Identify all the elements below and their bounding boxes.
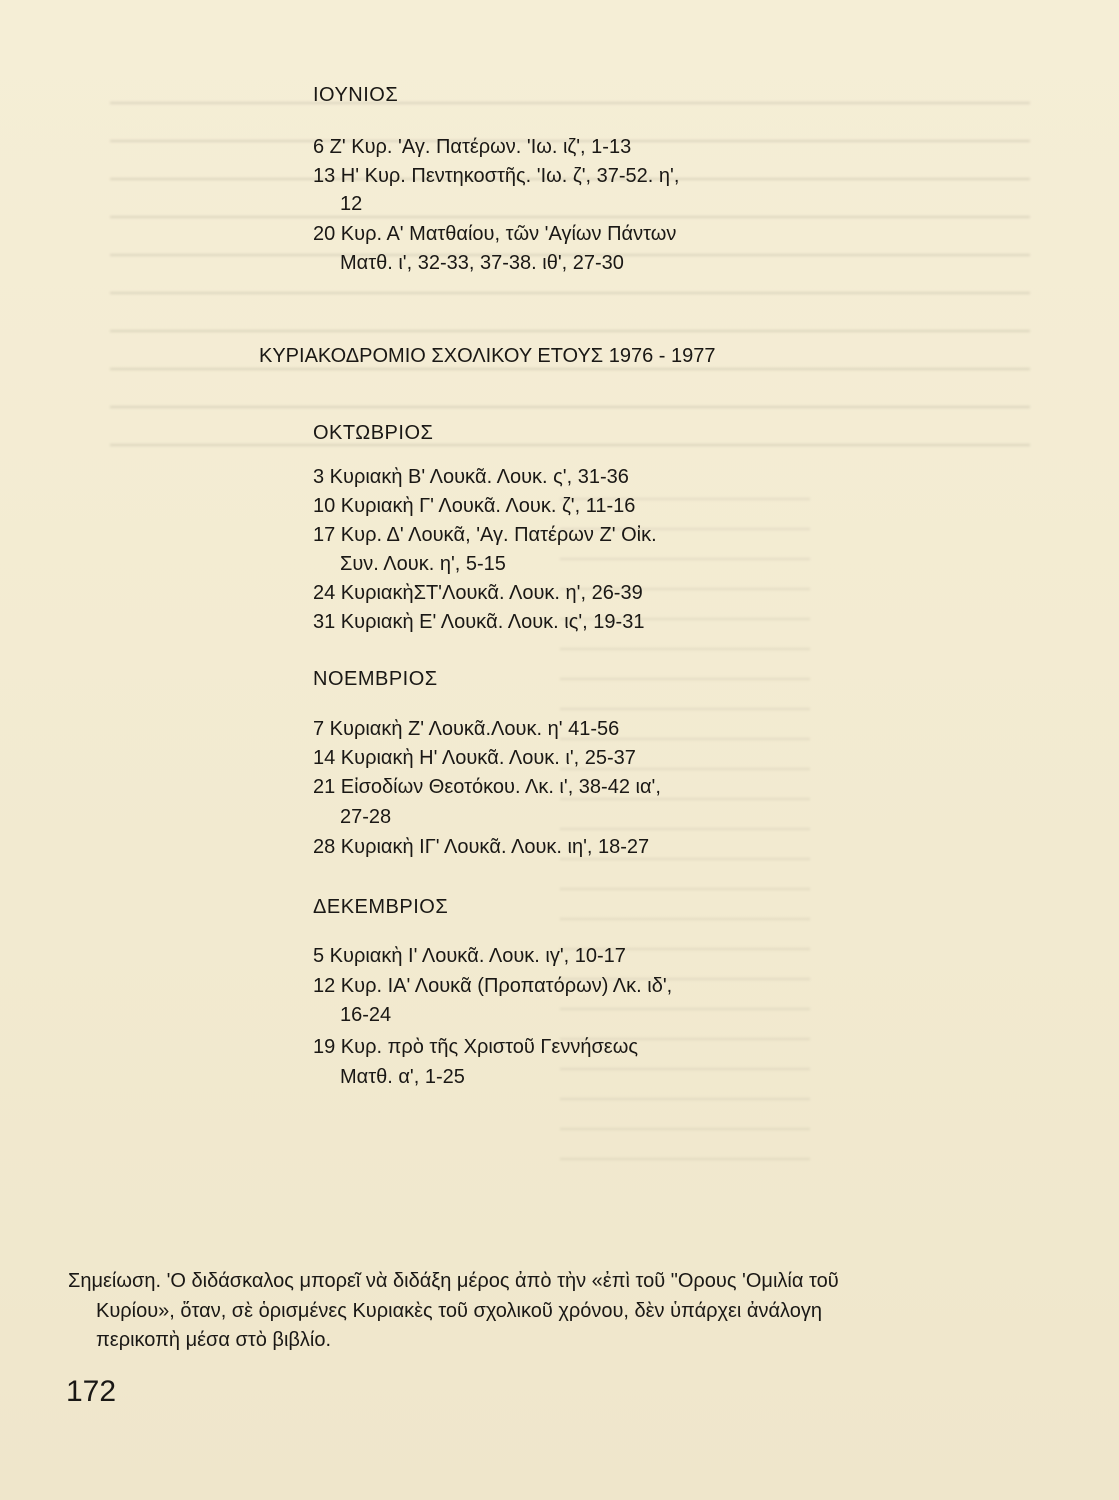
note-line-2: Κυρίου», ὅταν, σὲ ὁρισμένες Κυριακὲς τοῦ σχολικοῦ χρόνου, δὲν ὑπάρχει ἀνάλογη [96, 1300, 822, 1322]
november-line-2: 14 Κυριακὴ Η' Λουκᾶ. Λουκ. ι', 25-37 [313, 747, 636, 769]
note-line-3: περικοπὴ μέσα στὸ βιβλίο. [96, 1329, 332, 1351]
december-line-3: 16-24 [340, 1004, 392, 1026]
page-number: 172 [66, 1375, 117, 1408]
november-line-4: 27-28 [340, 806, 392, 828]
june-line-2: 13 Η' Κυρ. Πεντηκοστῆς. 'Ιω. ζ', 37-52. η', [313, 165, 680, 187]
october-line-6: 31 Κυριακὴ Ε' Λουκᾶ. Λουκ. ις', 19-31 [313, 611, 645, 633]
heading-december: ΔΕΚΕΜΒΡΙΟΣ [313, 896, 449, 918]
october-line-1: 3 Κυριακὴ Β' Λουκᾶ. Λουκ. ς', 31-36 [313, 466, 629, 488]
june-line-4: 20 Κυρ. Α' Ματθαίου, τῶν 'Αγίων Πάντων [313, 223, 677, 245]
note-line-1: Σημείωση. 'Ο διδάσκαλος μπορεῖ νὰ διδάξη μέρος ἀπὸ τὴν «ἐπὶ τοῦ "Ορους 'Ομιλία τοῦ [68, 1270, 839, 1292]
october-line-2: 10 Κυριακὴ Γ' Λουκᾶ. Λουκ. ζ', 11-16 [313, 495, 636, 517]
november-line-5: 28 Κυριακὴ ΙΓ' Λουκᾶ. Λουκ. ιη', 18-27 [313, 836, 650, 858]
june-line-3: 12 [340, 193, 363, 215]
heading-november: ΝΟΕΜΒΡΙΟΣ [313, 668, 438, 690]
december-line-4: 19 Κυρ. πρὸ τῆς Χριστοῦ Γεννήσεως [313, 1036, 638, 1058]
october-line-4: Συν. Λουκ. η', 5-15 [340, 553, 506, 575]
calendar-title: ΚΥΡΙΑΚΟΔΡΟΜΙΟ ΣΧΟΛΙΚΟΥ ΕΤΟΥΣ 1976 - 1977 [259, 345, 716, 367]
october-line-3: 17 Κυρ. Δ' Λουκᾶ, 'Αγ. Πατέρων Ζ' Οἰκ. [313, 524, 657, 546]
heading-october: ΟΚΤΩΒΡΙΟΣ [313, 422, 434, 444]
december-line-5: Ματθ. α', 1-25 [340, 1066, 465, 1088]
june-line-5: Ματθ. ι', 32-33, 37-38. ιθ', 27-30 [340, 252, 624, 274]
october-line-5: 24 ΚυριακὴΣΤ'Λουκᾶ. Λουκ. η', 26-39 [313, 582, 643, 604]
heading-june: ΙΟΥΝΙΟΣ [313, 84, 399, 106]
november-line-1: 7 Κυριακὴ Ζ' Λουκᾶ.Λουκ. η' 41-56 [313, 718, 620, 740]
december-line-2: 12 Κυρ. ΙΑ' Λουκᾶ (Προπατόρων) Λκ. ιδ', [313, 975, 673, 997]
december-line-1: 5 Κυριακὴ Ι' Λουκᾶ. Λουκ. ιγ', 10-17 [313, 945, 626, 967]
november-line-3: 21 Εἰσοδίων Θεοτόκου. Λκ. ι', 38-42 ια', [313, 776, 661, 798]
june-line-1: 6 Ζ' Κυρ. 'Αγ. Πατέρων. 'Ιω. ιζ', 1-13 [313, 136, 632, 158]
